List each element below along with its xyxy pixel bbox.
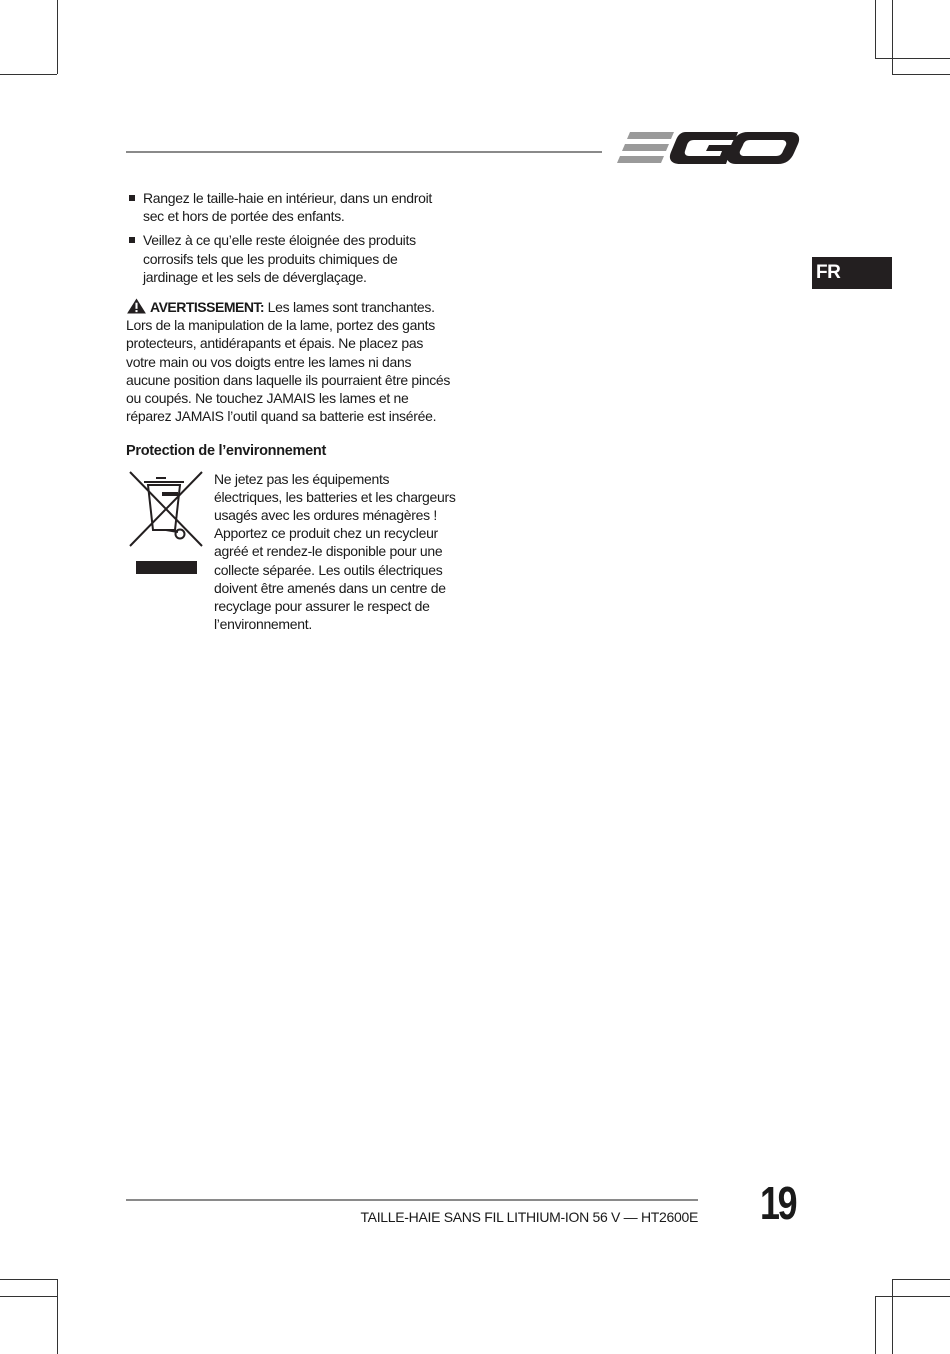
crop-mark bbox=[0, 74, 57, 75]
warning-label: AVERTISSEMENT: bbox=[150, 299, 265, 316]
environment-text: Ne jetez pas les équipements électriques, les batteries et les chargeurs usagés avec les ordures ménagères ! Apportez ce produit chez un recycleur agréé et rendez-le disponible pour une collecte séparée. Les outils électriques doivent être amenés dans un centre de recyclage pour assurer le respect de l’environnement. bbox=[214, 470, 456, 633]
environment-block bbox=[126, 470, 456, 640]
page-number: 19 bbox=[760, 1177, 796, 1229]
language-tab: FR bbox=[812, 257, 892, 289]
crop-mark bbox=[875, 1296, 950, 1297]
list-item bbox=[126, 189, 452, 225]
section-title: Protection de l’environnement bbox=[126, 443, 326, 460]
crop-mark bbox=[875, 0, 876, 58]
crop-mark bbox=[892, 1279, 950, 1280]
crop-mark bbox=[892, 0, 893, 74]
bullet-square-icon bbox=[129, 195, 135, 201]
warning-paragraph bbox=[126, 298, 452, 425]
crop-mark bbox=[892, 1279, 893, 1354]
crop-mark bbox=[0, 1279, 57, 1280]
crop-mark bbox=[892, 74, 950, 75]
list-item-text: Veillez à ce qu’elle reste éloignée des produits corrosifs tels que les produits chimiques de jardinage et les sels de déverglaçage. bbox=[143, 232, 416, 285]
footer-rule bbox=[126, 1199, 698, 1201]
warning-text: Les lames sont tranchantes. Lors de la manipulation de la lame, portez des gants protecteurs, antidérapants et épais. Ne placez pas votre main ou vos doigts entre les lames ni dans aucune position dans laquelle ils pourraient être pincés ou coupés. Ne touchez JAMAIS les lames et ne réparez JAMAIS l’outil quand sa batterie est insérée. bbox=[126, 299, 451, 425]
crop-mark bbox=[57, 1279, 58, 1354]
crop-mark bbox=[875, 1296, 876, 1354]
list-item-text: Rangez le taille-haie en intérieur, dans un endroit sec et hors de portée des enfants. bbox=[143, 190, 433, 225]
ego-logo bbox=[616, 126, 802, 176]
list-item bbox=[126, 231, 452, 286]
bullet-square-icon bbox=[129, 237, 135, 243]
crop-mark bbox=[57, 0, 58, 74]
footer-title: TAILLE-HAIE SANS FIL LITHIUM-ION 56 V — HT2600E bbox=[360, 1209, 698, 1225]
warning-triangle-icon bbox=[126, 298, 147, 314]
crossed-bin-icon bbox=[128, 470, 204, 580]
crop-mark bbox=[875, 58, 950, 59]
crop-mark bbox=[0, 1296, 57, 1297]
storage-bullet-list bbox=[126, 189, 452, 286]
main-content bbox=[126, 189, 456, 640]
header-rule bbox=[126, 151, 602, 153]
